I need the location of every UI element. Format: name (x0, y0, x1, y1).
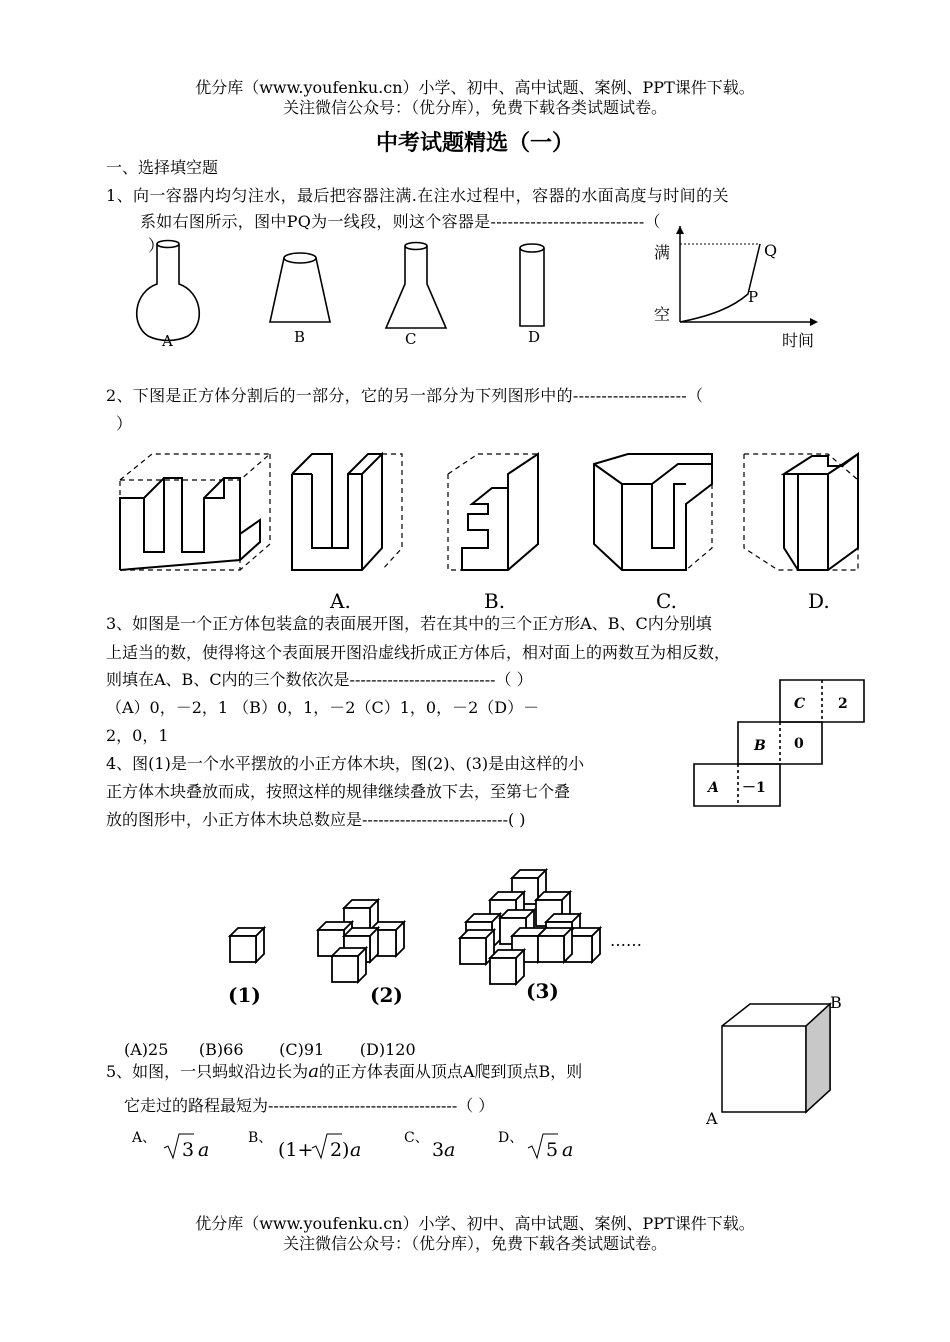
svg-text:(1+: (1+ (278, 1139, 314, 1161)
q1-line-3: ） (148, 236, 165, 255)
q3-cube-net (694, 680, 870, 812)
container-c-label: C (405, 330, 417, 348)
q4-answer-options: (A)25 (B)66 (C)91 (D)120 (124, 1040, 416, 1059)
q4-stacked-cubes-figure (220, 866, 670, 1016)
graph-empty-label: 空 (654, 305, 671, 324)
q5-option-b-label: B、 (248, 1130, 273, 1146)
q5-variable-a: a (308, 1061, 319, 1082)
q3-line-3: 则填在A、B、C内的三个数依次是---------------------------（ ） (106, 670, 533, 689)
svg-text:3: 3 (432, 1139, 445, 1161)
net-two-label: 2 (838, 696, 848, 712)
svg-text:): ) (342, 1139, 350, 1161)
option-a-piece (292, 454, 402, 570)
q1-water-height-graph (650, 224, 830, 354)
q1-line-2: 系如右图所示，图中PQ为一线段，则这个容器是---------------------------（ (140, 212, 661, 231)
q4-line-3: 放的图形中，小正方体木块总数应是---------------------------( ) (106, 810, 526, 829)
q3-line-4: （A）0，－2，1 （B）0，1，－2（C）1，0，－2（D）－ (106, 698, 540, 717)
svg-text:a: a (562, 1139, 574, 1161)
footer-line-1: 优分库（www.youfenku.cn）小学、初中、高中试题、案例、PPT课件下载。 (195, 1214, 755, 1233)
container-d-label: D (528, 328, 541, 346)
q1-containers-figure (120, 236, 570, 356)
header-line-2: 关注微信公众号：（优分库），免费下载各类试题试卷。 (282, 98, 667, 117)
option-b-label: B. (484, 589, 506, 613)
svg-text:3: 3 (182, 1139, 195, 1161)
option-d-piece (744, 454, 858, 570)
fig-3-label: (3) (526, 979, 559, 1003)
container-b-label: B (294, 328, 306, 346)
section-heading: 一、选择填空题 (106, 158, 219, 177)
q5-option-a-label: A、 (132, 1130, 157, 1146)
q2-cube-pieces-figure (112, 444, 872, 614)
q5-cube-figure (704, 990, 854, 1130)
svg-text:2: 2 (330, 1139, 343, 1161)
container-c-conical-flask (386, 243, 446, 329)
graph-full-label: 满 (654, 243, 671, 262)
container-d-cylinder (520, 244, 544, 326)
q5-line-1-end: 的正方体表面从顶点A爬到顶点B，则 (318, 1062, 583, 1081)
cube-vertex-b: B (830, 993, 842, 1012)
cube-vertex-a: A (706, 1109, 718, 1128)
q2-line-1: 2、下图是正方体分割后的一部分，它的另一部分为下列图形中的--------------------（ (106, 386, 704, 405)
graph-time-label: 时间 (782, 331, 815, 350)
option-a-label: A. (330, 589, 351, 613)
q5-option-a-value (164, 1132, 214, 1162)
q4-line-2: 正方体木块叠放而成，按照这样的规律继续叠放下去，至第七个叠 (106, 782, 571, 801)
net-zero-label: 0 (794, 736, 804, 752)
q3-line-1: 3、如图是一个正方体包装盒的表面展开图，若在其中的三个正方形A、B、C内分别填 (106, 614, 712, 633)
option-d-label: D. (808, 589, 830, 613)
fig-1-label: (1) (228, 983, 261, 1007)
footer-line-2: 关注微信公众号：（优分库），免费下载各类试题试卷。 (282, 1234, 667, 1253)
page-title: 中考试题精选（一） (375, 131, 574, 156)
q5-option-b-value (278, 1132, 368, 1162)
header-line-1: 优分库（www.youfenku.cn）小学、初中、高中试题、案例、PPT课件下载。 (195, 78, 755, 97)
q1-line-1: 1、向一容器内均匀注水，最后把容器注满.在注水过程中，容器的水面高度与时间的关 (106, 186, 729, 205)
original-cube-piece (120, 454, 270, 570)
q5-option-c-value (432, 1132, 472, 1162)
svg-text:a: a (198, 1139, 210, 1161)
continuation-dots: …… (610, 931, 642, 950)
container-a-label: A (162, 332, 173, 350)
q5-option-d-label: D、 (498, 1130, 524, 1146)
q3-line-2: 上适当的数，使得将这个表面展开图沿虚线折成正方体后，相对面上的两数互为相反数， (106, 643, 731, 662)
svg-text:a: a (350, 1139, 362, 1161)
graph-p-label: P (748, 288, 759, 306)
q5-line-1 (106, 1062, 582, 1082)
q5-line-2: 它走过的路程最短为-----------------------------------（ ） (124, 1096, 495, 1115)
option-c-label: C. (656, 589, 677, 613)
net-neg1-label: －1 (742, 780, 766, 796)
q5-option-c-label: C、 (404, 1130, 429, 1146)
container-a-flask (137, 241, 200, 341)
q5-option-d-value (528, 1132, 578, 1162)
net-c-label: C (794, 696, 806, 712)
q5-line-1-start: 5、如图，一只蚂蚁沿边长为 (106, 1062, 309, 1081)
q2-line-2: ） (116, 414, 133, 433)
q4-line-1: 4、图(1)是一个水平摆放的小正方体木块，图(2)、(3)是由这样的小 (106, 754, 585, 773)
svg-text:5: 5 (546, 1139, 559, 1161)
fig-2-label: (2) (370, 983, 403, 1007)
container-b-frustum (270, 253, 330, 322)
option-c-piece (594, 454, 712, 570)
option-b-piece (448, 454, 538, 570)
graph-q-label: Q (764, 241, 778, 260)
net-b-label: B (754, 738, 766, 754)
q3-line-5: 2，0，1 (106, 726, 169, 745)
net-a-label: A (708, 780, 719, 796)
svg-text:a: a (444, 1139, 456, 1161)
